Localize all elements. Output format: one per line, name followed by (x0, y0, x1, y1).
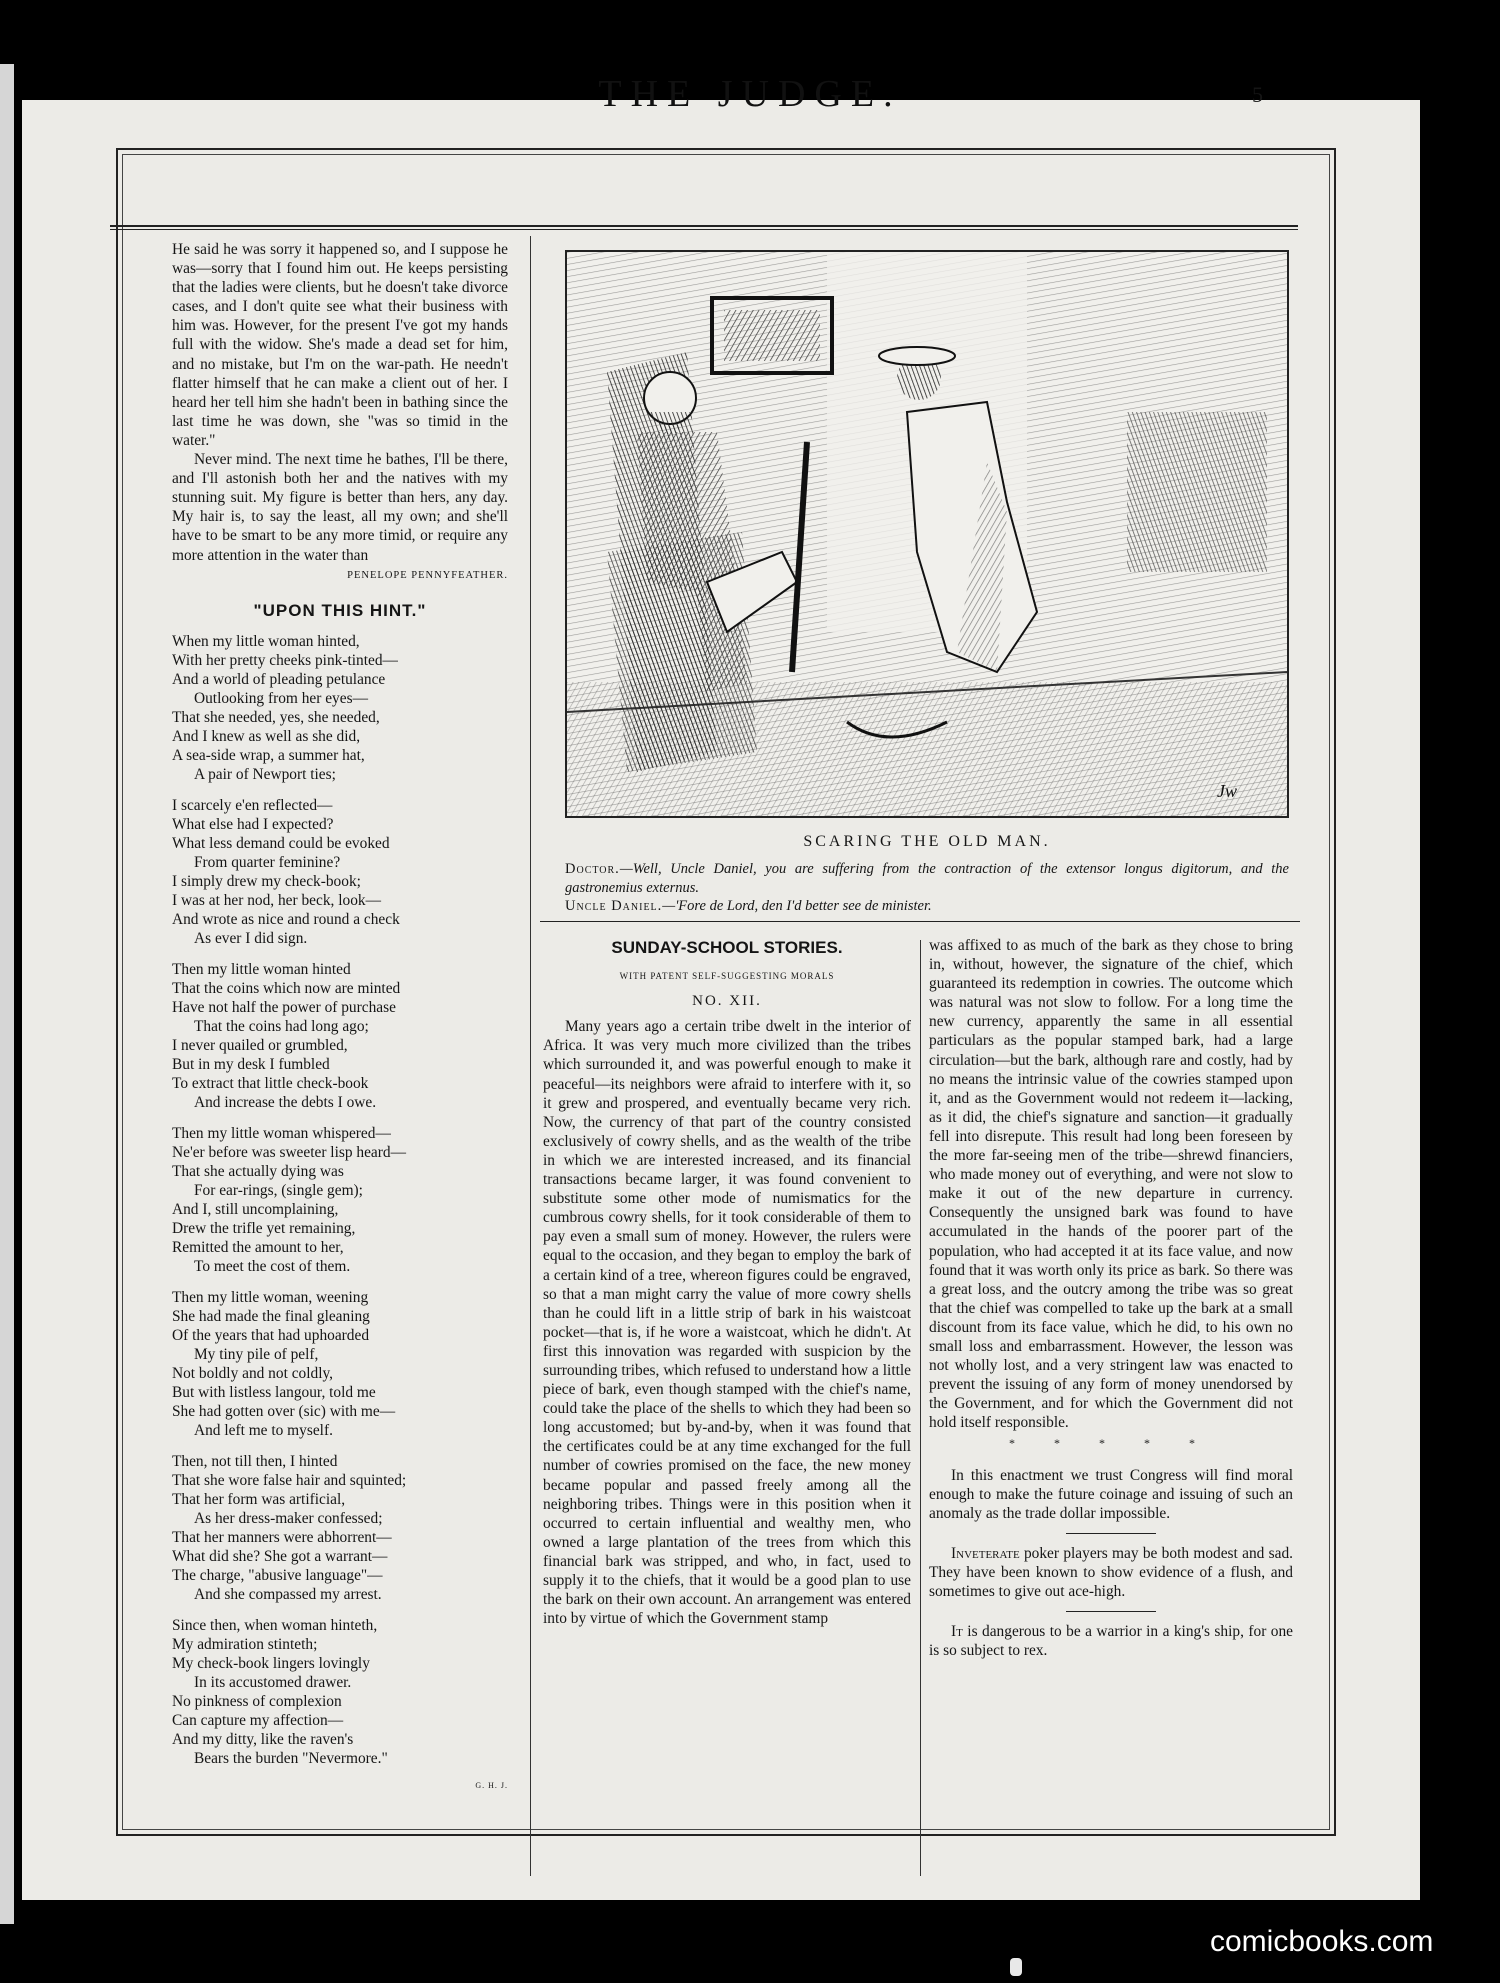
poem-line: Drew the trifle yet remaining, (172, 1219, 356, 1237)
poem-line: Then my little woman hinted (172, 960, 351, 978)
poem-line: The charge, "abusive language"— (172, 1566, 383, 1584)
poem-line: That her manners were abhorrent— (172, 1528, 392, 1546)
poem-line: No pinkness of complexion (172, 1692, 342, 1710)
poem-line: Can capture my affection— (172, 1711, 344, 1729)
sunday-school-subtitle: WITH PATENT SELF-SUGGESTING MORALS (619, 971, 835, 982)
doctor-hat (879, 347, 955, 365)
poem-line: Outlooking from her eyes— (194, 689, 368, 707)
poem-line: And a world of pleading petulance (172, 670, 386, 688)
letter-signature: PENELOPE PENNYFEATHER. (347, 569, 508, 581)
poem-line: Then my little woman whispered— (172, 1124, 391, 1142)
poem-line: Ne'er before was sweeter lisp heard— (172, 1143, 406, 1161)
poem-line: When my little woman hinted, (172, 632, 360, 650)
scan-artifact (1010, 1958, 1022, 1976)
poem-line: As ever I did sign. (194, 929, 308, 947)
caption-text-uncle: —'Fore de Lord, den I'd better see de minister. (662, 898, 932, 914)
watermark: comicbooks.com (1210, 1925, 1434, 1958)
cartoon-drawing (567, 252, 1287, 816)
poem-line: Remitted the amount to her, (172, 1238, 344, 1256)
poem-line: She had made the final gleaning (172, 1307, 370, 1325)
poem-line: Not boldly and not coldly, (172, 1364, 334, 1382)
middle-column (543, 936, 911, 1628)
poem-line: That she needed, yes, she needed, (172, 708, 380, 726)
poem-line: I never quailed or grumbled, (172, 1036, 348, 1054)
poem-line: A pair of Newport ties; (194, 765, 336, 783)
poem-line: What less demand could be evoked (172, 834, 390, 852)
poem-line: And my ditty, like the raven's (172, 1730, 354, 1748)
poem-line: Then, not till then, I hinted (172, 1452, 338, 1470)
poem-line: From quarter feminine? (194, 853, 341, 871)
poem-line: Of the years that had uphoarded (172, 1326, 370, 1344)
poem-body (172, 632, 508, 1768)
masthead-title: THE JUDGE. (598, 73, 902, 115)
caption-rule (540, 921, 1300, 922)
caption-speaker-uncle: Uncle Daniel. (565, 898, 663, 914)
caption-line-uncle (565, 897, 1289, 916)
poem-line: And I knew as well as she did, (172, 727, 361, 745)
masthead-rule (110, 225, 1298, 227)
adjacent-page-edge (0, 64, 14, 1924)
masthead-rule-thin (110, 229, 1298, 230)
poem-line: That the coins had long ago; (194, 1017, 369, 1035)
poem-line: And wrote as nice and round a check (172, 910, 400, 928)
column-rule-left (530, 236, 531, 1876)
poem-line: In its accustomed drawer. (194, 1673, 352, 1691)
poem-line: And increase the debts I owe. (194, 1093, 377, 1111)
poem-line: That she wore false hair and squinted; (172, 1471, 407, 1489)
poem-line: As her dress-maker confessed; (194, 1509, 383, 1527)
poem-line: With her pretty cheeks pink-tinted— (172, 651, 398, 669)
poem-line: Bears the burden "Nevermore." (194, 1749, 388, 1767)
poem-line: My admiration stinteth; (172, 1635, 318, 1653)
poem-line: But with listless langour, told me (172, 1383, 376, 1401)
caption-dialogue (565, 860, 1289, 916)
poem-stanza (172, 1124, 508, 1276)
poem-line: To meet the cost of them. (194, 1257, 351, 1275)
poem-stanza (172, 1452, 508, 1604)
letter-paragraph-1: He said he was sorry it happened so, and I suppose he was—sorry that I found him out. He keeps persisting that the ladies were clients, but he doesn't take divorce cases, and I don't quite see what their business with him was. However, for the present I've got my hands full with the widow. She's made a dead set for him, and no mistake, but I'm on the war-path. He needn't flatter himself that he can make a client out of her. I heard her tell him she hadn't been in bathing since the last time he was down, she "was so timid in the water." (172, 241, 508, 449)
poem-line: And I, still uncomplaining, (172, 1200, 339, 1218)
caption-speaker-doctor: Doctor. (565, 861, 620, 877)
poem-title: "UPON THIS HINT." (253, 600, 427, 620)
poem-line: And left me to myself. (194, 1421, 333, 1439)
section-stars: * * * * * (1009, 1436, 1213, 1451)
poem-stanza (172, 632, 508, 784)
poem-line: That the coins which now are minted (172, 979, 401, 997)
poem-stanza (172, 1616, 508, 1768)
filler-poker (929, 1544, 1293, 1601)
column-rule-right (920, 940, 921, 1876)
poem-line: A sea-side wrap, a summer hat, (172, 746, 365, 764)
right-column (929, 936, 1293, 1660)
poem-line: Then my little woman, weening (172, 1288, 369, 1306)
story-moral: In this enactment we trust Congress will find moral enough to make the future coinage and issuing of such an anomaly as the trade dollar impossible. (929, 1466, 1293, 1522)
story-text-col1: Many years ago a certain tribe dwelt in the interior of Africa. It was very much more civilized than the tribes which surrounded it, and was powerful enough to make it peaceful—its neighbors were afraid to interfere with it, so it grew and prospered, and eventually became very rich. Now, the currency of that part of the country consisted exclusively of cowry shells, and as the wealth of the tribe in which we are interested increased, and its financial transactions became larger, it was found convenient to substitute some other mode of numismatics for the cumbrous cowry shells, for it took considerable of them to pay even a small sum of money. However, the rulers were equal to the occasion, and they began to employ the bark of a certain kind of a tree, whereon figures could be engraved, so that a man might carry the value of more cowry shells than he could lift in a little strip of bark in his waistcoat pocket—that is, if he wore a waistcoat, which he didn't. At first this innovation was regarded with suspicion by the surrounding tribes, which refused to understand how a little piece of bark, even though stamped with the chief's name, could take the place of the shells to which they had been so long accustomed; but by-and-by, when it was found that the certificates could be at any time exchanged for the full number of cowries promised on the face, the new money became popular and passed freely among all the neighboring tribes. Things were in this position when it occurred to certain influential and wealthy men, who owned a large plantation of the trees from which this financial bark was stripped, and who, in fact, used to supply it to the chiefs, that it would be a good plan to use the bark on their own account. An arrangement was entered into by virtue of which the Government stamp (543, 1018, 911, 1628)
filler-poker-text: poker players may be both modest and sad. They have been known to show evidence of a flush, and sometimes to give out ace-high. (929, 1544, 1293, 1600)
poem-line: And she compassed my arrest. (194, 1585, 382, 1603)
poem-line: What did she? She got a warrant— (172, 1547, 388, 1565)
poem-stanza (172, 1288, 508, 1440)
filler-rule-2 (1066, 1611, 1156, 1612)
poem-line: But in my desk I fumbled (172, 1055, 330, 1073)
sunday-school-number: NO. XII. (692, 993, 762, 1010)
poem-line: Have not half the power of purchase (172, 998, 396, 1016)
filler-warrior (929, 1622, 1293, 1660)
poem-line: That her form was artificial, (172, 1490, 346, 1508)
cartoon-illustration (565, 250, 1289, 818)
poem-line: I simply drew my check-book; (172, 872, 361, 890)
page-number: 5 (1252, 82, 1263, 107)
sunday-school-title: SUNDAY-SCHOOL STORIES. (611, 938, 843, 957)
poem-line: That she actually dying was (172, 1162, 344, 1180)
filler-warrior-lead: It (951, 1623, 963, 1641)
poem-line: My check-book lingers lovingly (172, 1654, 370, 1672)
poem-line: She had gotten over (sic) with me— (172, 1402, 396, 1420)
poem-line: I scarcely e'en reflected— (172, 796, 333, 814)
wall-picture-scene (724, 310, 820, 361)
filler-rule-1 (1066, 1533, 1156, 1534)
poem-line: To extract that little check-book (172, 1074, 369, 1092)
left-column (172, 240, 508, 1795)
filler-warrior-text: is dangerous to be a warrior in a king's ship, for one is so subject to rex. (929, 1623, 1293, 1660)
poem-line: I was at her nod, her beck, look— (172, 891, 381, 909)
letter-paragraph-2: Never mind. The next time he bathes, I'll be there, and I'll astonish both her and the natives with my stunning suit. My figure is better than hers, any day. My hair is, to say the least, all my own; and she'll have to be smart to be any more timid, or require any more attention in the water than (172, 451, 508, 564)
poem-line: Since then, when woman hinteth, (172, 1616, 378, 1634)
caption-text-doctor: —Well, Uncle Daniel, you are suffering from the contraction of the extensor longus digitorum, and the gastronemius externus. (565, 861, 1289, 896)
filler-poker-lead: Inveterate (951, 1544, 1020, 1562)
poem-line: What else had I expected? (172, 815, 334, 833)
caption-line-doctor (565, 860, 1289, 897)
artist-signature: Jw (1217, 781, 1237, 801)
poem-line: For ear-rings, (single gem); (194, 1181, 363, 1199)
poem-stanza (172, 960, 508, 1112)
poem-signature: G. H. J. (475, 1780, 508, 1790)
poem-stanza (172, 796, 508, 948)
story-text-col2: was affixed to as much of the bark as they chose to bring in, without, however, the signature of the chief, which guaranteed its redemption in cowries. The outcome which was natural was not slow to follow. For a long time the new currency, apparently the same in all essential particulars as the popular stamped bark, had a large circulation—but the bark, although rare and costly, had by no means the intrinsic value of the cowries stamped upon it, and as the Government would not redeem it—lacking, as it did, the chief's signature and sanction—it gradually fell into disrepute. This result had long been foreseen by the more far-seeing men of the tribe—shrewd financiers, who made money out of everything, and were not slow to make it out of the new departure in currency. Consequently the unsigned bark was found to have accumulated in the hands of the poorer part of the population, who had accepted it at its face value, and now found that it was worth only its price as bark. So there was a great loss, and the outcry among the tribe was so great that the chief was compelled to take up the bark at a small discount from its face value, which he did, to his own no small loss and embarrassment. However, the lesson was not wholly lost, and a very stringent law was enacted to prevent the issuing of any form of money unendorsed by the Government, and for which the Government did not hold itself responsible. (929, 937, 1293, 1432)
side-table (1127, 412, 1267, 572)
poem-line: My tiny pile of pelf, (194, 1345, 319, 1363)
caption-title: SCARING THE OLD MAN. (803, 833, 1051, 850)
